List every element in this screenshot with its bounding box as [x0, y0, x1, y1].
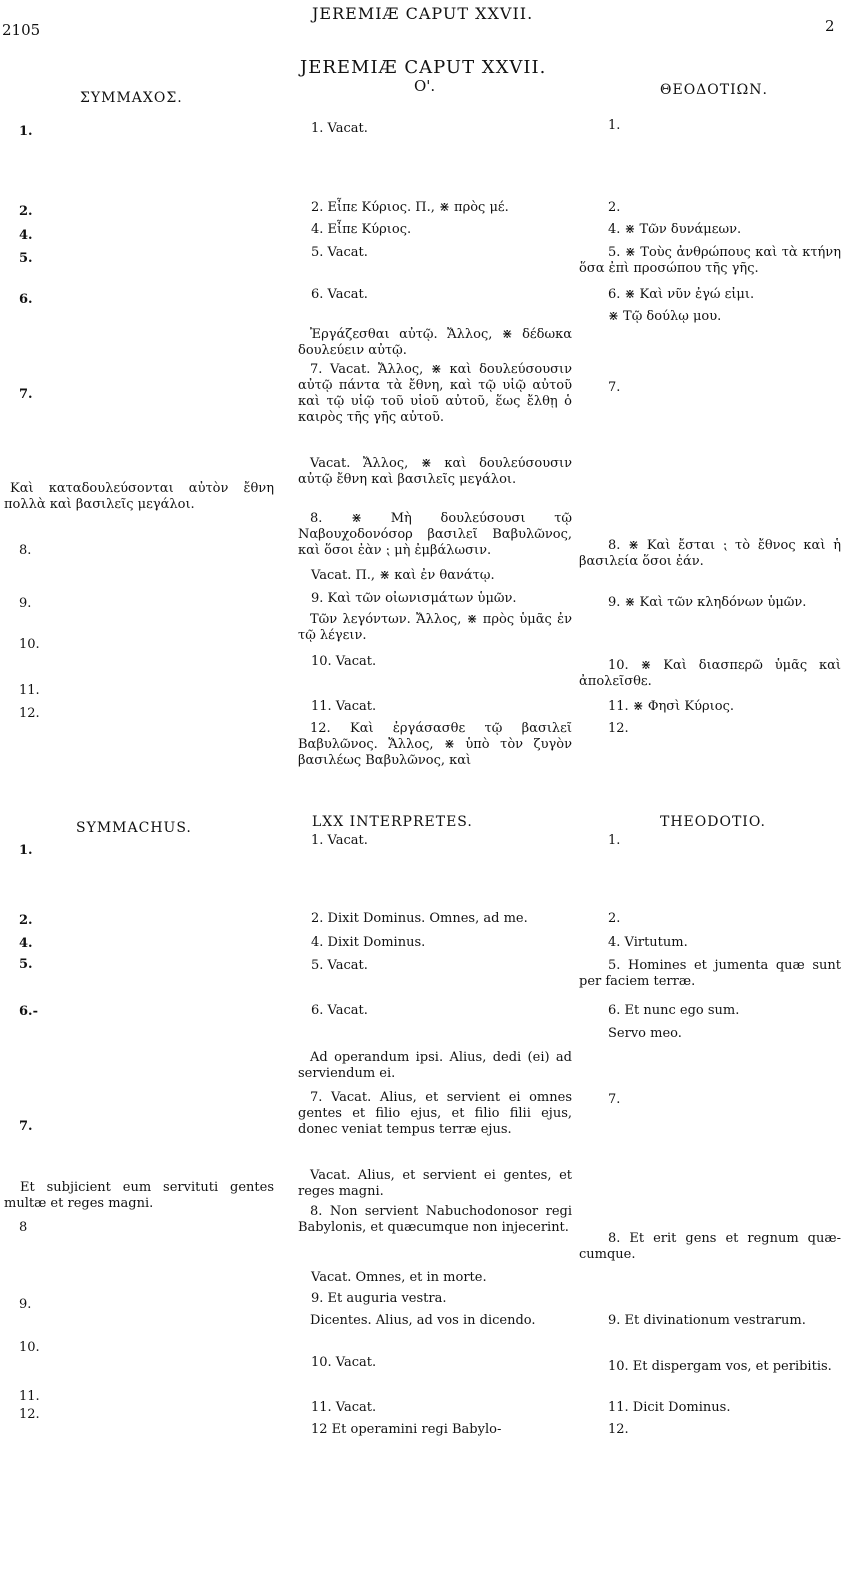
verse-number: 11. — [19, 1389, 40, 1404]
verse-number: 4. — [19, 228, 33, 243]
lxx-greek-verse-5: 5. Vacat. — [311, 245, 368, 260]
lxx-latin-verse-2: 2. Dixit Dominus. Omnes, ad me. — [311, 911, 528, 926]
symmachus-latin-heading: SYMMACHUS. — [76, 820, 192, 836]
lxx-greek-verse-2: 2. Εἶπε Κύριος. Π., ⋇ πρὸς μέ. — [311, 200, 509, 215]
septuagint-siglum: O'. — [414, 77, 436, 95]
theodotion-latin-heading: THEODOTIO. — [660, 814, 766, 830]
lxx-latin-heading: LXX INTERPRETES. — [312, 814, 473, 830]
running-title: JEREMIÆ CAPUT XXVII. — [312, 4, 534, 23]
theodotion-latin-verse-11: 11. Dicit Dominus. — [608, 1400, 731, 1415]
theodotion-greek-verse-1: 1. — [608, 118, 621, 133]
lxx-latin-verse-4: 4. Dixit Dominus. — [311, 935, 426, 950]
verse-number: 9. — [19, 1297, 32, 1312]
theodotion-greek-verse-10: 10. ⋇ Καὶ διασπερῶ ὑμᾶς καὶ ἀπολεῖσθε. — [579, 658, 841, 689]
corner-mark: 2 — [825, 17, 835, 35]
verse-number: 12. — [19, 1407, 40, 1422]
lxx-greek-verse-7: 7. Vacat. Ἄλλος, ⋇ καὶ δουλεύσουσιν αὐτῷ πάντα τὰ ἔθνη, καὶ τῷ υἱῷ αὐτοῦ καὶ τῷ υἱῷ τοῦ υἱοῦ αὐτοῦ, ἕως ἔλθῃ ὁ καιρὸς τῆς γῆς αὐτοῦ. — [298, 362, 572, 425]
theodotion-greek-verse-11: 11. ⋇ Φησὶ Κύριος. — [608, 699, 734, 714]
lxx-greek-verse-10: 10. Vacat. — [311, 654, 377, 669]
theodotion-latin-verse-6b: Servo meo. — [608, 1026, 682, 1041]
lxx-greek-verse-1: 1. Vacat. — [311, 121, 368, 136]
lxx-latin-verse-5: 5. Vacat. — [311, 958, 368, 973]
theodotion-greek-heading: ΘΕΟΔΟΤΙΩΝ. — [660, 82, 768, 98]
verse-number: 11. — [19, 683, 40, 698]
theodotion-greek-verse-4: 4. ⋇ Τῶν δυνάμεων. — [608, 222, 742, 237]
lxx-latin-verse-12: 12 Et operamini regi Babylo- — [311, 1422, 502, 1437]
lxx-greek-verse-9: 9. Καὶ τῶν οἰωνισμάτων ὑμῶν. — [311, 591, 517, 606]
theodotion-latin-verse-10: 10. Et dispergam vos, et peribitis. — [608, 1359, 832, 1374]
page-title: JEREMIÆ CAPUT XXVII. — [300, 57, 547, 78]
lxx-greek-verse-12: 12. Καὶ ἐργάσασθε τῷ βασιλεῖ Βαβυλῶνος. Ἄλλος, ⋇ ὑπὸ τὸν ζυγὸν βασιλέως Βαβυλῶνος, καὶ — [298, 721, 572, 768]
lxx-greek-verse-8: 8. ⋇ Μὴ δουλεύσουσι τῷ Ναβουχοδονόσορ βασιλεῖ Βαβυλῶνος, καὶ ὅσοι ἐὰν ⁏ μὴ ἐμβάλωσιν. — [298, 511, 572, 558]
lxx-latin-paragraph: Vacat. Omnes, et in morte. — [311, 1270, 487, 1285]
lxx-greek-paragraph: Τῶν λεγόντων. Ἄλλος, ⋇ πρὸς ὑμᾶς ἐν τῷ λέγειν. — [298, 612, 572, 643]
theodotion-latin-verse-5: 5. Homines et jumenta quæ sunt per faciem terræ. — [579, 958, 841, 989]
verse-number: 2. — [19, 204, 33, 219]
verse-number: 7. — [19, 387, 33, 402]
theodotion-latin-verse-4: 4. Virtutum. — [608, 935, 688, 950]
lxx-latin-verse-7: 7. Vacat. Alius, et servient ei omnes gentes et filio ejus, et filio filii ejus, donec veniat tempus terræ ejus. — [298, 1090, 572, 1137]
verse-number: 10. — [19, 637, 40, 652]
verse-number: 2. — [19, 913, 33, 928]
lxx-greek-verse-4: 4. Εἶπε Κύριος. — [311, 222, 412, 237]
lxx-latin-verse-10: 10. Vacat. — [311, 1355, 377, 1370]
theodotion-latin-verse-8: 8. Et erit gens et regnum quæ-cumque. — [579, 1231, 841, 1262]
verse-number: 1. — [19, 124, 33, 139]
theodotion-latin-verse-2: 2. — [608, 911, 621, 926]
verse-number: 12. — [19, 706, 40, 721]
lxx-latin-paragraph: Dicentes. Alius, ad vos in dicendo. — [310, 1313, 536, 1328]
theodotion-latin-verse-7: 7. — [608, 1092, 621, 1107]
theodotion-greek-verse-12: 12. — [608, 721, 629, 736]
lxx-latin-verse-11: 11. Vacat. — [311, 1400, 377, 1415]
theodotion-latin-verse-6: 6. Et nunc ego sum. — [608, 1003, 740, 1018]
verse-number: 9. — [19, 596, 32, 611]
lxx-greek-paragraph: Vacat. Π., ⋇ καὶ ἐν θανάτῳ. — [311, 568, 495, 583]
lxx-latin-paragraph: Ad operandum ipsi. Alius, dedi (ei) ad serviendum ei. — [298, 1050, 572, 1081]
verse-number: 1. — [19, 843, 33, 858]
lxx-greek-paragraph: Ἐργάζεσθαι αὐτῷ. Ἄλλος, ⋇ δέδωκα δουλεύειν αὐτῷ. — [298, 327, 572, 358]
verse-number: 4. — [19, 936, 33, 951]
verse-number: 8. — [19, 543, 32, 558]
page-number: 2105 — [2, 21, 41, 39]
theodotion-greek-verse-5: 5. ⋇ Τοὺς ἀνθρώπους καὶ τὰ κτήνη ὅσα ἐπὶ προσώπου τῆς γῆς. — [579, 245, 841, 276]
symmachus-latin-text: Et subjicient eum servituti gentes multæ et reges magni. — [4, 1180, 274, 1211]
theodotion-latin-verse-9: 9. Et divinationum vestrarum. — [608, 1313, 806, 1328]
theodotion-latin-verse-12: 12. — [608, 1422, 629, 1437]
lxx-latin-verse-1: 1. Vacat. — [311, 833, 368, 848]
verse-number: 6. — [19, 292, 33, 307]
lxx-greek-verse-11: 11. Vacat. — [311, 699, 377, 714]
lxx-latin-verse-8: 8. Non servient Nabuchodonosor regi Babylonis, et quæcumque non injecerint. — [298, 1204, 572, 1235]
theodotion-greek-verse-2: 2. — [608, 200, 621, 215]
theodotion-latin-verse-1: 1. — [608, 833, 621, 848]
verse-number: 5. — [19, 251, 33, 266]
theodotion-greek-verse-8: 8. ⋇ Καὶ ἔσται ⁏ τὸ ἔθνος καὶ ἡ βασιλεία ὅσοι ἐάν. — [579, 538, 841, 569]
theodotion-greek-verse-6b: ⋇ Τῷ δούλῳ μου. — [608, 309, 722, 324]
symmachus-greek-heading: ΣΥΜΜΑΧΟΣ. — [80, 90, 183, 106]
verse-number: 7. — [19, 1119, 33, 1134]
lxx-greek-paragraph: Vacat. Ἄλλος, ⋇ καὶ δουλεύσουσιν αὐτῷ ἔθνη καὶ βασιλεῖς μεγάλοι. — [298, 456, 572, 487]
verse-number: 8 — [19, 1220, 28, 1235]
lxx-latin-verse-6: 6. Vacat. — [311, 1003, 368, 1018]
symmachus-greek-text: Καὶ καταδουλεύσονται αὐτὸν ἔθνη πολλὰ καὶ βασιλεῖς μεγάλοι. — [4, 481, 274, 512]
lxx-latin-verse-9: 9. Et auguria vestra. — [311, 1291, 447, 1306]
verse-number: 10. — [19, 1340, 40, 1355]
theodotion-greek-verse-6: 6. ⋇ Καὶ νῦν ἐγώ εἰμι. — [608, 287, 755, 302]
theodotion-greek-verse-7: 7. — [608, 380, 621, 395]
lxx-latin-paragraph: Vacat. Alius, et servient ei gentes, et reges magni. — [298, 1168, 572, 1199]
theodotion-greek-verse-9: 9. ⋇ Καὶ τῶν κληδόνων ὑμῶν. — [608, 595, 807, 610]
verse-number: 6.- — [19, 1004, 38, 1019]
lxx-greek-verse-6: 6. Vacat. — [311, 287, 368, 302]
verse-number: 5. — [19, 957, 33, 972]
